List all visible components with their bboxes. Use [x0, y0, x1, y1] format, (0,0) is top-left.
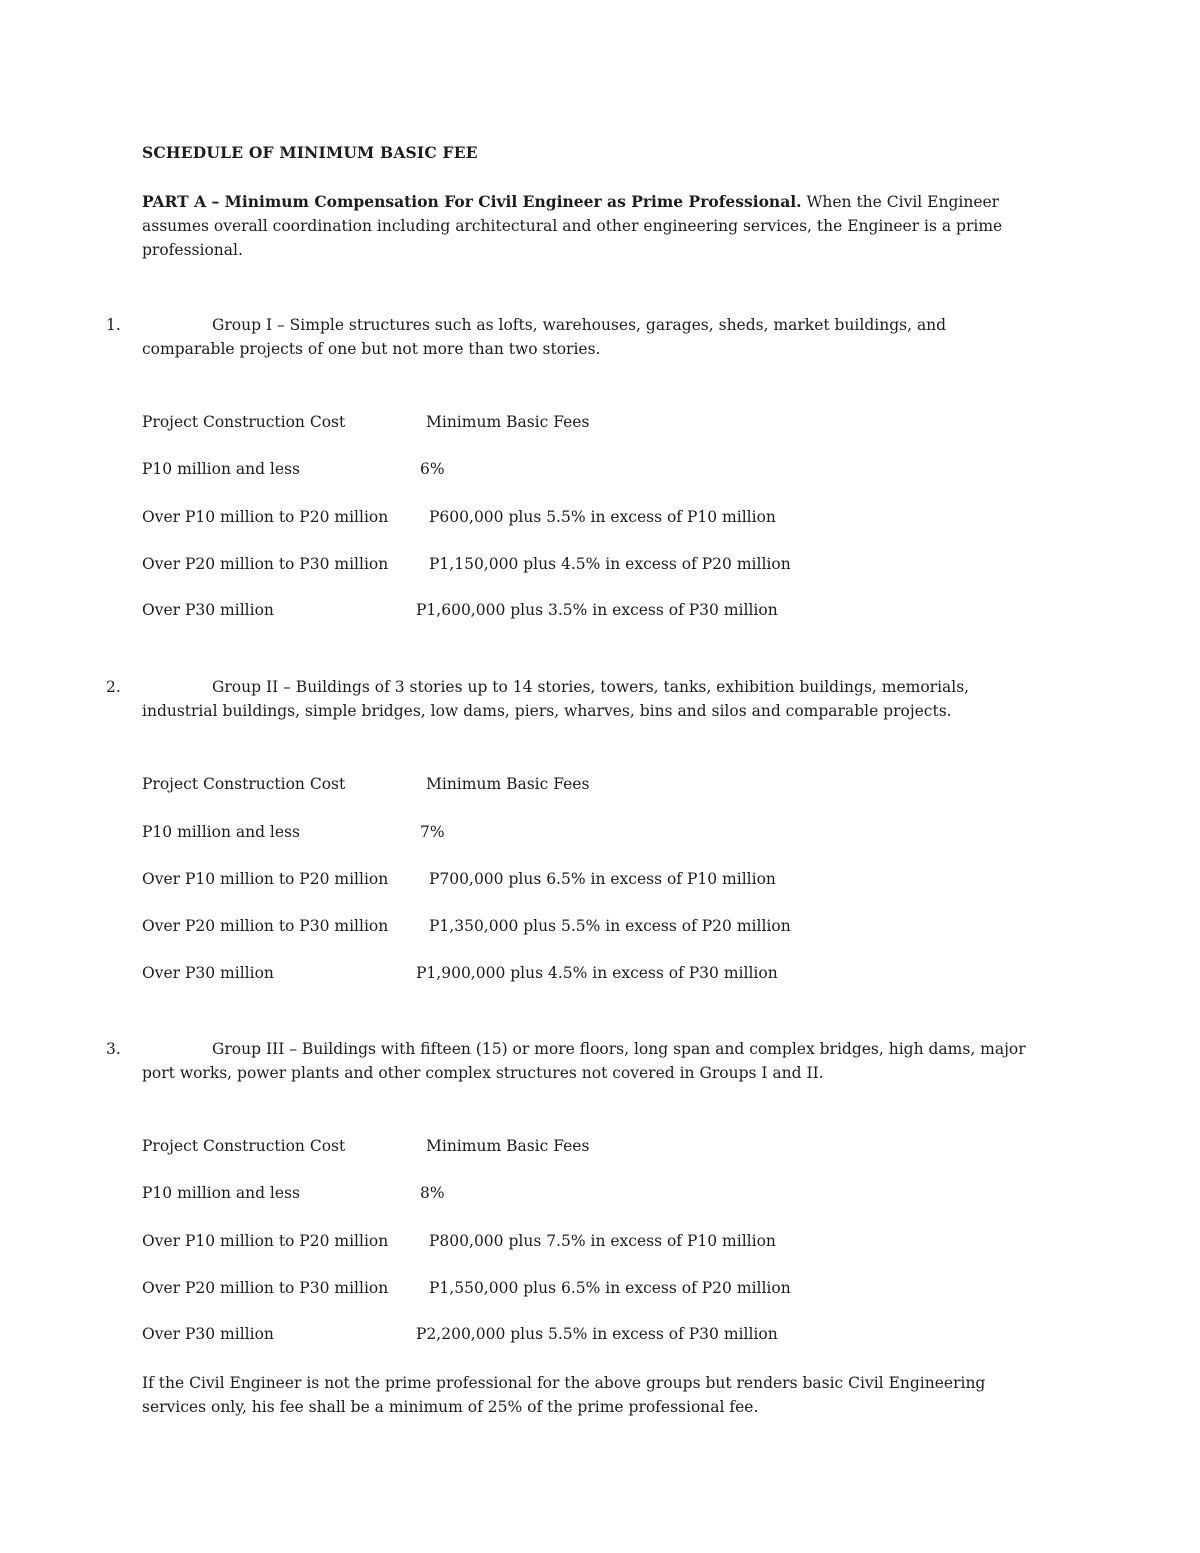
- cost-cell: Over P10 million to P20 million: [142, 1232, 389, 1250]
- part-a-text: When the Civil Engineer assumes overall coordination including architectural and other engineering services, the Engineer is a prime professional.: [142, 193, 1003, 259]
- group-3-description: Group III – Buildings with fifteen (15) or more floors, long span and complex bridges, high dams, major port works, power plants and other complex structures not covered in Groups I and II.: [142, 1040, 1026, 1082]
- part-a-heading: PART A – Minimum Compensation For Civil Engineer as Prime Professional.: [142, 192, 802, 211]
- group-1-description: Group I – Simple structures such as lofts, warehouses, garages, sheds, market buildings, and comparable projects of one but not more than two stories.: [142, 316, 947, 358]
- fee-cell: 7%: [420, 823, 445, 841]
- table-row: [142, 598, 1042, 622]
- group-2-table-header: [142, 772, 1042, 796]
- cost-cell: Over P20 million to P30 million: [142, 555, 389, 573]
- footer-note: If the Civil Engineer is not the prime professional for the above groups but renders basic Civil Engineering services only, his fee shall be a minimum of 25% of the prime professional fee.: [142, 1374, 986, 1416]
- cost-cell: P10 million and less: [142, 823, 300, 841]
- cost-column-header: Project Construction Cost: [142, 1137, 346, 1155]
- fee-cell: 8%: [420, 1184, 445, 1202]
- table-row: [142, 552, 1042, 576]
- fee-cell: 6%: [420, 460, 445, 478]
- cost-cell: P10 million and less: [142, 460, 300, 478]
- fee-column-header: Minimum Basic Fees: [426, 775, 590, 793]
- fee-cell: P2,200,000 plus 5.5% in excess of P30 million: [416, 1325, 778, 1343]
- fee-cell: P700,000 plus 6.5% in excess of P10 million: [429, 870, 776, 888]
- fee-cell: P1,600,000 plus 3.5% in excess of P30 million: [416, 601, 778, 619]
- table-row: [142, 867, 1042, 891]
- table-row: [142, 505, 1042, 529]
- group-3-number: 3.: [106, 1040, 121, 1058]
- cost-cell: Over P30 million: [142, 1325, 274, 1343]
- group-3-table-header: [142, 1134, 1042, 1158]
- document-title: SCHEDULE OF MINIMUM BASIC FEE: [142, 143, 478, 162]
- cost-column-header: Project Construction Cost: [142, 413, 346, 431]
- cost-cell: Over P10 million to P20 million: [142, 508, 389, 526]
- table-row: [142, 820, 1042, 844]
- cost-cell: Over P30 million: [142, 964, 274, 982]
- cost-cell: P10 million and less: [142, 1184, 300, 1202]
- group-1-table-header: [142, 410, 1042, 434]
- table-row: [142, 1229, 1042, 1253]
- cost-cell: Over P20 million to P30 million: [142, 917, 389, 935]
- cost-cell: Over P20 million to P30 million: [142, 1279, 389, 1297]
- cost-column-header: Project Construction Cost: [142, 775, 346, 793]
- table-row: [142, 1181, 1042, 1205]
- cost-cell: Over P30 million: [142, 601, 274, 619]
- group-1-number: 1.: [106, 316, 121, 334]
- fee-cell: P600,000 plus 5.5% in excess of P10 million: [429, 508, 776, 526]
- fee-cell: P1,350,000 plus 5.5% in excess of P20 million: [429, 917, 791, 935]
- part-a-paragraph: [142, 190, 1062, 262]
- group-2-number: 2.: [106, 678, 121, 696]
- fee-cell: P800,000 plus 7.5% in excess of P10 million: [429, 1232, 776, 1250]
- table-row: [142, 457, 1042, 481]
- table-row: [142, 1322, 1042, 1346]
- fee-column-header: Minimum Basic Fees: [426, 413, 590, 431]
- table-row: [142, 914, 1042, 938]
- fee-cell: P1,150,000 plus 4.5% in excess of P20 million: [429, 555, 791, 573]
- table-row: [142, 961, 1042, 985]
- fee-column-header: Minimum Basic Fees: [426, 1137, 590, 1155]
- fee-cell: P1,550,000 plus 6.5% in excess of P20 million: [429, 1279, 791, 1297]
- fee-cell: P1,900,000 plus 4.5% in excess of P30 million: [416, 964, 778, 982]
- group-2-description: Group II – Buildings of 3 stories up to 14 stories, towers, tanks, exhibition buildings, memorials, industrial buildings, simple bridges, low dams, piers, wharves, bins and silos and comparable projects.: [142, 678, 970, 720]
- cost-cell: Over P10 million to P20 million: [142, 870, 389, 888]
- table-row: [142, 1276, 1042, 1300]
